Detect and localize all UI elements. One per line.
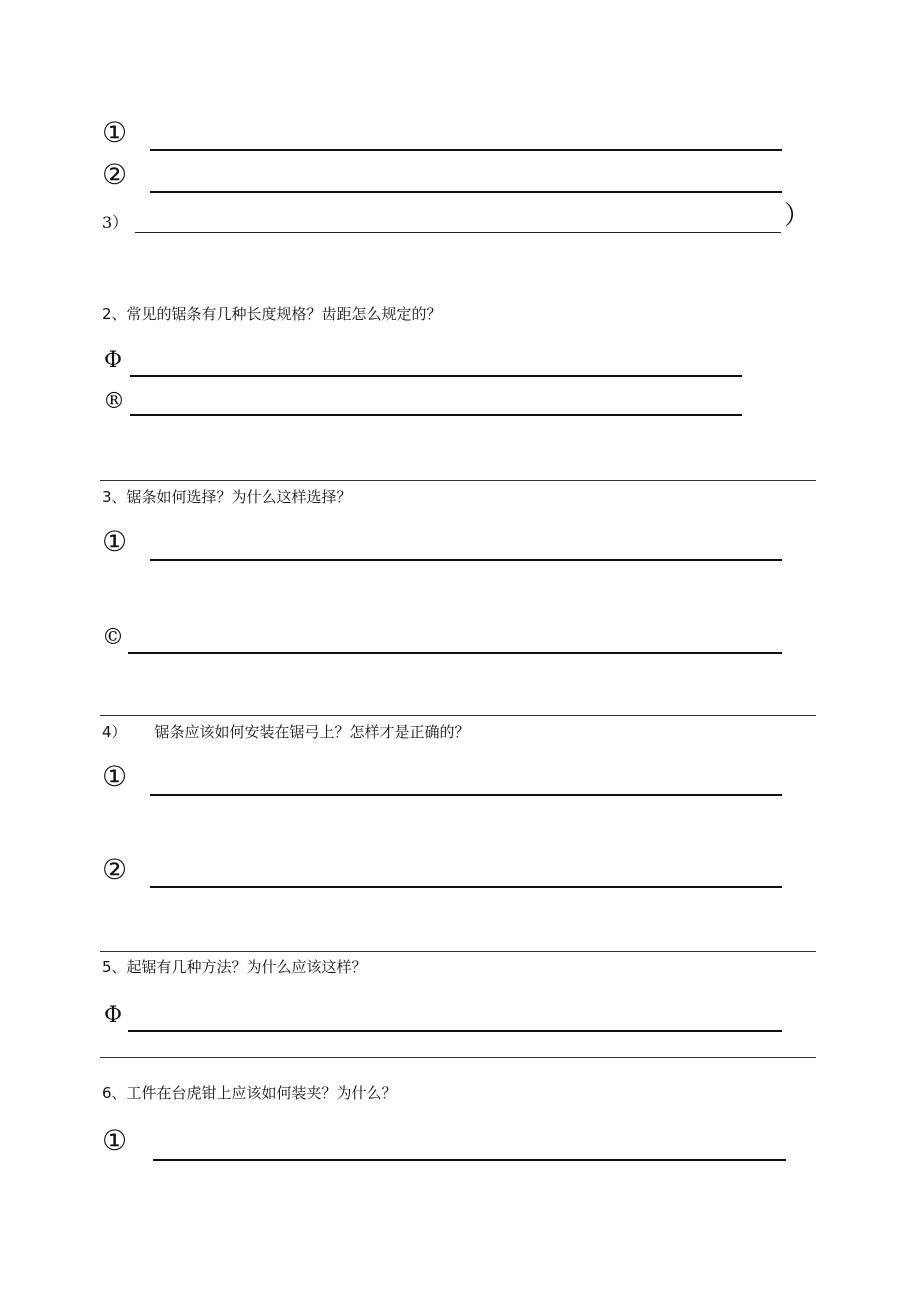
closing-paren: ） xyxy=(784,201,811,231)
answer-line-3-2[interactable] xyxy=(128,652,782,654)
answer-marker-3-2: © xyxy=(102,625,124,650)
question-5-text: 起锯有几种方法？为什么应该这样？ xyxy=(126,958,367,976)
question-4-text: 锯条应该如何安装在锯弓上？怎样才是正确的？ xyxy=(154,723,470,741)
question-4-number: 4） xyxy=(102,723,127,741)
answer-line-4-2[interactable] xyxy=(150,886,782,888)
question-3 xyxy=(102,487,352,507)
question-3-number: 3、 xyxy=(102,488,127,506)
answer-line-1-1[interactable] xyxy=(150,149,782,151)
question-6-number: 6、 xyxy=(102,1084,127,1102)
answer-marker-5-1: Φ xyxy=(104,1003,123,1028)
answer-line-3-1[interactable] xyxy=(150,559,782,561)
answer-marker-4-2: ② xyxy=(102,853,128,886)
answer-line-6-1[interactable] xyxy=(153,1159,786,1161)
answer-marker-4-1: ① xyxy=(102,760,128,793)
answer-line-2-2[interactable] xyxy=(130,414,742,416)
section-divider-3 xyxy=(100,715,816,716)
question-6 xyxy=(102,1083,397,1103)
answer-line-1-2[interactable] xyxy=(150,191,782,193)
answer-line-5-1[interactable] xyxy=(128,1030,782,1032)
question-4 xyxy=(102,722,470,742)
answer-line-1-3[interactable] xyxy=(135,232,781,233)
question-2-number: 2、 xyxy=(102,305,127,323)
section-divider-4 xyxy=(100,951,816,952)
question-5 xyxy=(102,957,367,977)
answer-marker-2-2: ® xyxy=(103,389,125,414)
section-divider-5 xyxy=(100,1057,816,1058)
answer-marker-3-1: ① xyxy=(102,525,128,558)
answer-marker-6-1: ① xyxy=(102,1124,128,1157)
answer-marker-2-1: Φ xyxy=(104,348,123,373)
question-3-text: 锯条如何选择？为什么这样选择？ xyxy=(126,488,352,506)
question-5-number: 5、 xyxy=(102,958,127,976)
answer-line-4-1[interactable] xyxy=(150,794,782,796)
answer-marker-1-2: ② xyxy=(102,158,128,191)
question-2-text: 常见的锯条有几种长度规格？齿距怎么规定的？ xyxy=(126,305,442,323)
section-divider-2 xyxy=(100,480,816,481)
answer-marker-1-1: ① xyxy=(102,116,128,149)
question-2 xyxy=(102,304,442,324)
question-6-text: 工件在台虎钳上应该如何装夹？为什么？ xyxy=(126,1084,397,1102)
answer-marker-1-3: 3） xyxy=(102,213,129,232)
answer-line-2-1[interactable] xyxy=(130,375,742,377)
